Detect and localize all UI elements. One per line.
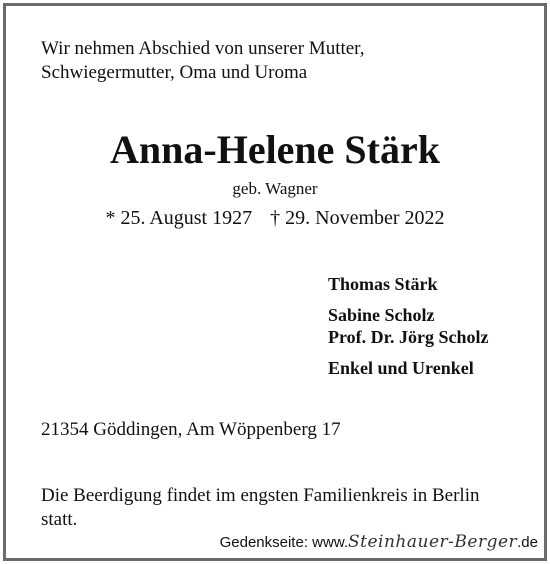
death-date: † 29. November 2022: [270, 207, 445, 229]
family-member: Sabine Scholz: [328, 305, 435, 325]
birth-name: geb. Wagner: [232, 179, 318, 198]
intro-text: [41, 37, 365, 85]
family-signatures: [328, 273, 488, 388]
family-member: Prof. Dr. Jörg Scholz: [328, 327, 489, 347]
funeral-note: Die Beerdigung findet im engsten Familienkreis in Berlin statt.: [41, 485, 480, 530]
birth-date: * 25. August 1927: [105, 207, 253, 229]
life-dates: [0, 205, 550, 231]
memorial-label: Gedenkseite: www.: [219, 534, 348, 551]
family-member: Thomas Stärk: [328, 274, 438, 294]
family-member: Enkel und Urenkel: [328, 358, 474, 378]
address: 21354 Göddingen, Am Wöppenberg 17: [41, 419, 341, 440]
intro-line-2: Schwiegermutter, Oma und Uroma: [41, 62, 308, 83]
memorial-brand-logo: Steinhauer-Berger: [348, 532, 518, 552]
family-group-2: [328, 304, 488, 348]
memorial-tld: .de: [517, 534, 538, 551]
intro-line-1: Wir nehmen Abschied von unserer Mutter,: [41, 38, 365, 59]
deceased-name: Anna-Helene Stärk: [110, 127, 440, 172]
memorial-link[interactable]: [216, 531, 538, 554]
family-group-1: [328, 273, 488, 295]
family-group-3: [328, 357, 488, 379]
